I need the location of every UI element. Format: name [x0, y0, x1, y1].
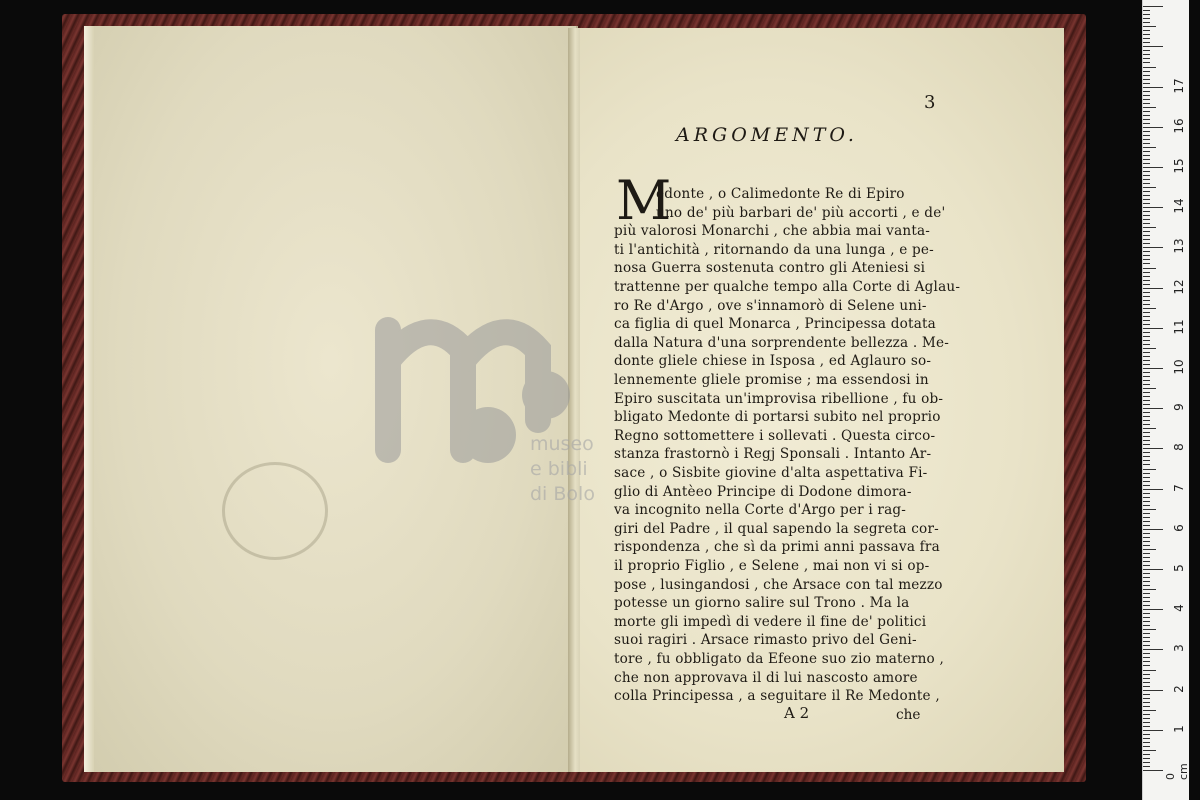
- text-line: potesse un giorno salire sul Trono . Ma la: [614, 595, 910, 612]
- ruler-tick: [1143, 505, 1150, 506]
- ruler-tick: [1143, 653, 1150, 654]
- ruler-tick: [1143, 183, 1150, 184]
- ruler-tick: [1143, 135, 1150, 136]
- ruler-tick: [1143, 464, 1150, 465]
- ruler-tick: [1143, 255, 1150, 256]
- ruler-tick: [1143, 276, 1150, 277]
- signature-mark: A 2: [784, 704, 810, 722]
- ruler-tick: [1143, 392, 1150, 393]
- watermark-line: museo: [530, 433, 594, 455]
- ruler-tick: [1143, 380, 1150, 381]
- ruler-tick: [1143, 83, 1150, 84]
- ruler-tick: [1143, 702, 1150, 703]
- ruler-label: 10: [1172, 359, 1186, 375]
- ruler-tick: [1143, 674, 1150, 675]
- ruler-tick: [1143, 553, 1150, 554]
- drop-cap: M: [616, 169, 672, 232]
- ruler-tick: [1143, 452, 1150, 453]
- ruler-label: 12: [1172, 278, 1186, 295]
- ruler-tick: [1143, 67, 1156, 68]
- ruler-label: 3: [1172, 644, 1186, 653]
- text-line: nosa Guerra sostenuta contro gli Ateniesi si: [614, 260, 926, 277]
- ruler-tick: [1143, 304, 1150, 305]
- ruler-tick: [1143, 107, 1156, 108]
- ruler-tick: [1143, 95, 1150, 96]
- ruler-tick: [1143, 601, 1150, 602]
- ruler-tick: [1143, 272, 1150, 273]
- ruler-tick: [1143, 521, 1150, 522]
- ruler-tick: [1143, 243, 1150, 244]
- ruler-tick: [1143, 215, 1150, 216]
- ruler-tick: [1143, 589, 1156, 590]
- ruler-tick: [1143, 22, 1150, 23]
- ruler-tick: [1143, 131, 1150, 132]
- text-line: che non approvava il di lui nascosto amore: [614, 669, 918, 686]
- ruler-tick: [1143, 513, 1150, 514]
- ruler-tick: [1143, 605, 1150, 606]
- ruler-tick: [1143, 581, 1150, 582]
- ruler-tick: [1143, 541, 1150, 542]
- text-line: il proprio Figlio , e Selene , mai non vi si op-: [614, 558, 930, 574]
- ruler-tick: [1143, 26, 1156, 27]
- ruler-tick: [1143, 251, 1150, 252]
- ruler-tick: [1143, 621, 1150, 622]
- ruler-tick: [1143, 6, 1163, 7]
- ruler-tick: [1143, 356, 1150, 357]
- ruler-tick: [1143, 649, 1163, 650]
- text-line: edonte , o Calimedonte Re di Epiro: [656, 186, 905, 202]
- ruler-tick: [1143, 617, 1150, 618]
- ruler-tick: [1143, 573, 1150, 574]
- ruler-tick: [1143, 481, 1150, 482]
- ruler-tick: [1143, 710, 1156, 711]
- ruler-tick: [1143, 577, 1150, 578]
- ruler-tick: [1143, 657, 1150, 658]
- ruler-tick: [1143, 428, 1156, 429]
- ruler-tick: [1143, 111, 1150, 112]
- ruler-tick: [1143, 501, 1150, 502]
- ruler-tick: [1143, 440, 1150, 441]
- ruler-tick: [1143, 766, 1150, 767]
- ruler-tick: [1143, 284, 1150, 285]
- ruler-tick: [1143, 328, 1163, 329]
- ruler-tick: [1143, 537, 1150, 538]
- text-line: giri del Padre , il qual sapendo la segreta cor-: [614, 520, 939, 537]
- ruler-tick: [1143, 175, 1150, 176]
- ruler-tick: [1143, 690, 1163, 691]
- ruler-tick: [1143, 199, 1150, 200]
- ruler-tick: [1143, 155, 1150, 156]
- ruler-tick: [1143, 300, 1150, 301]
- ruler-tick: [1143, 179, 1150, 180]
- ruler-tick: [1143, 726, 1150, 727]
- ruler-tick: [1143, 714, 1150, 715]
- ruler-tick: [1143, 42, 1150, 43]
- text-line: Epiro suscitata un'improvisa ribellione , fu ob-: [614, 390, 944, 407]
- ruler-tick: [1143, 388, 1156, 389]
- ruler-label: 11: [1172, 319, 1186, 335]
- ruler-tick: [1143, 722, 1150, 723]
- ruler-tick: [1143, 14, 1150, 15]
- ruler-tick: [1143, 368, 1163, 369]
- ruler-tick: [1143, 384, 1150, 385]
- ruler-tick: [1143, 477, 1150, 478]
- ruler-tick: [1143, 119, 1150, 120]
- text-line: morte gli impedì di vedere il fine de' politici: [614, 613, 927, 630]
- ruler-tick: [1143, 30, 1150, 31]
- ruler-label: 2: [1172, 684, 1186, 693]
- text-line: glio di Antèeo Principe di Dodone dimora-: [614, 483, 912, 500]
- ruler-tick: [1143, 147, 1156, 148]
- ruler-tick: [1143, 34, 1150, 35]
- ruler-tick: [1143, 686, 1150, 687]
- ruler-tick: [1143, 469, 1156, 470]
- ruler-tick: [1143, 10, 1150, 11]
- ruler-tick: [1143, 694, 1150, 695]
- ruler-tick: [1143, 332, 1150, 333]
- ruler-tick: [1143, 195, 1150, 196]
- ruler-tick: [1143, 460, 1150, 461]
- ruler-tick: [1143, 682, 1150, 683]
- ruler-label: 16: [1172, 118, 1186, 134]
- ruler-tick: [1143, 448, 1163, 449]
- ruler-tick: [1143, 372, 1150, 373]
- ruler-tick: [1143, 227, 1156, 228]
- ruler-tick: [1143, 497, 1150, 498]
- ruler-tick: [1143, 167, 1163, 168]
- ruler-tick: [1143, 416, 1150, 417]
- ruler-tick: [1143, 348, 1156, 349]
- ruler-tick: [1143, 191, 1150, 192]
- ruler-tick: [1143, 444, 1150, 445]
- ruler-tick: [1143, 665, 1150, 666]
- ruler-tick: [1143, 62, 1150, 63]
- ruler-label: 9: [1172, 403, 1186, 412]
- ruler-label: 6: [1172, 523, 1186, 532]
- text-line: donte gliele chiese in Isposa , ed Aglauro so-: [614, 353, 932, 370]
- ruler-tick: [1143, 641, 1150, 642]
- ruler-tick: [1143, 609, 1163, 610]
- text-line: tore , fu obbligato da Efeone suo zio materno ,: [614, 651, 944, 667]
- ruler-tick: [1143, 123, 1150, 124]
- ruler-tick: [1143, 730, 1163, 731]
- library-stamp-bleed: [222, 462, 328, 560]
- ruler-tick: [1143, 263, 1150, 264]
- ruler-tick: [1143, 585, 1150, 586]
- ruler-tick: [1143, 742, 1150, 743]
- ruler-tick: [1143, 58, 1150, 59]
- ruler-tick: [1143, 324, 1150, 325]
- ruler-tick: [1143, 54, 1150, 55]
- ruler-tick: [1143, 71, 1150, 72]
- ruler-tick: [1143, 316, 1150, 317]
- ruler-tick: [1143, 557, 1150, 558]
- ruler-tick: [1143, 734, 1150, 735]
- ruler-tick: [1143, 420, 1150, 421]
- ruler-tick: [1143, 91, 1150, 92]
- ruler-tick: [1143, 207, 1163, 208]
- ruler-tick: [1143, 412, 1150, 413]
- ruler-tick: [1143, 678, 1150, 679]
- ruler-label: 1: [1172, 724, 1186, 733]
- ruler-tick: [1143, 99, 1150, 100]
- text-line: ca figlia di quel Monarca , Principessa dotata: [614, 316, 936, 333]
- ruler-tick: [1143, 46, 1163, 47]
- text-line: colla Principessa , a seguitare il Re Medonte ,: [614, 688, 940, 705]
- ruler-tick: [1143, 489, 1163, 490]
- text-line: bligato Medonte di portarsi subito nel proprio: [614, 409, 941, 426]
- ruler-tick: [1143, 569, 1163, 570]
- ruler-tick: [1143, 529, 1163, 530]
- ruler-tick: [1143, 432, 1150, 433]
- ruler-tick: [1143, 561, 1150, 562]
- ruler-label: 13: [1172, 238, 1186, 255]
- ruler-tick: [1143, 661, 1150, 662]
- ruler-tick: [1143, 436, 1150, 437]
- ruler-tick: [1143, 139, 1150, 140]
- ruler-tick: [1143, 613, 1150, 614]
- ruler-tick: [1143, 50, 1150, 51]
- text-line: dalla Natura d'una sorprendente bellezza . Me-: [614, 334, 950, 351]
- ruler-tick: [1143, 593, 1150, 594]
- measuring-ruler: [1142, 0, 1189, 800]
- ruler-tick: [1143, 473, 1150, 474]
- ruler-tick: [1143, 633, 1150, 634]
- ruler-label: 15: [1172, 158, 1186, 174]
- ruler-tick: [1143, 127, 1163, 128]
- ruler-tick: [1143, 344, 1150, 345]
- ruler-tick: [1143, 698, 1150, 699]
- ruler-tick: [1143, 312, 1150, 313]
- ruler-tick: [1143, 533, 1150, 534]
- ruler-tick: [1143, 754, 1150, 755]
- ruler-tick: [1143, 718, 1150, 719]
- ruler-tick: [1143, 151, 1150, 152]
- ruler-tick: [1143, 525, 1150, 526]
- ruler-tick: [1143, 738, 1150, 739]
- page-fold: [84, 26, 94, 772]
- ruler-tick: [1143, 163, 1150, 164]
- ruler-tick: [1143, 509, 1156, 510]
- ruler-tick: [1143, 87, 1163, 88]
- ruler-tick: [1143, 645, 1150, 646]
- ruler-tick: [1143, 239, 1150, 240]
- ruler-label: 4: [1172, 604, 1186, 613]
- ruler-tick: [1143, 549, 1156, 550]
- text-line: lennemente gliele promise ; ma essendosi in: [614, 372, 929, 388]
- ruler-tick: [1143, 770, 1163, 771]
- ruler-tick: [1143, 159, 1150, 160]
- ruler-tick: [1143, 79, 1150, 80]
- page-number: 3: [924, 92, 936, 113]
- ruler-tick: [1143, 670, 1156, 671]
- ruler-tick: [1143, 629, 1156, 630]
- ruler-tick: [1143, 203, 1150, 204]
- ruler-tick: [1143, 268, 1156, 269]
- catchword: che: [896, 707, 921, 723]
- text-line: uno de' più barbari de' più accorti , e de': [656, 204, 946, 221]
- ruler-tick: [1143, 493, 1150, 494]
- ruler-tick: [1143, 231, 1150, 232]
- ruler-tick: [1143, 545, 1150, 546]
- ruler-tick: [1143, 517, 1150, 518]
- ruler-tick: [1143, 211, 1150, 212]
- section-title: ARGOMENTO.: [676, 124, 858, 146]
- text-line: rispondenza , che sì da primi anni passava fra: [614, 539, 940, 556]
- ruler-tick: [1143, 320, 1150, 321]
- ruler-label: 17: [1172, 77, 1186, 94]
- ruler-tick: [1143, 565, 1150, 566]
- ruler-tick: [1143, 296, 1150, 297]
- text-line: Regno sottomettere i sollevati . Questa circo-: [614, 427, 936, 444]
- watermark-text: [530, 432, 595, 507]
- ruler-tick: [1143, 625, 1150, 626]
- text-line: ro Re d'Argo , ove s'innamorò di Selene uni-: [614, 297, 927, 314]
- ruler-tick: [1143, 235, 1150, 236]
- ruler-tick: [1143, 38, 1150, 39]
- ruler-tick: [1143, 485, 1150, 486]
- ruler-tick: [1143, 424, 1150, 425]
- ruler-tick: [1143, 762, 1150, 763]
- ruler-label: 8: [1172, 443, 1186, 452]
- text-line: pose , lusingandosi , che Arsace con tal mezzo: [614, 576, 943, 593]
- ruler-tick: [1143, 400, 1150, 401]
- ruler-tick: [1143, 746, 1150, 747]
- ruler-label: 7: [1172, 483, 1186, 492]
- watermark-line: di Bolo: [530, 483, 595, 505]
- ruler-tick: [1143, 408, 1163, 409]
- ruler-tick: [1143, 364, 1150, 365]
- ruler-tick: [1143, 456, 1150, 457]
- ruler-tick: [1143, 247, 1163, 248]
- ruler-tick: [1143, 352, 1150, 353]
- ruler-tick: [1143, 75, 1150, 76]
- ruler-tick: [1143, 292, 1150, 293]
- ruler-tick: [1143, 18, 1150, 19]
- text-line: ti l'antichità , ritornando da una lunga , e pe-: [614, 241, 934, 258]
- ruler-tick: [1143, 597, 1150, 598]
- ruler-label: 14: [1172, 198, 1186, 214]
- text-line: trattenne per qualche tempo alla Corte di Aglau-: [614, 279, 961, 295]
- ruler-tick: [1143, 308, 1156, 309]
- ruler-tick: [1143, 219, 1150, 220]
- ruler-tick: [1143, 336, 1150, 337]
- ruler-tick: [1143, 143, 1150, 144]
- ruler-tick: [1143, 103, 1150, 104]
- ruler-tick: [1143, 187, 1156, 188]
- watermark-line: e bibli: [530, 458, 588, 480]
- ruler-tick: [1143, 376, 1150, 377]
- ruler-tick: [1143, 223, 1150, 224]
- text-line: va incognito nella Corte d'Argo per i rag-: [614, 502, 907, 519]
- ruler-tick: [1143, 758, 1150, 759]
- ruler-tick: [1143, 706, 1150, 707]
- ruler-tick: [1143, 750, 1156, 751]
- text-line: stanza frastornò i Regj Sponsali . Intanto Ar-: [614, 446, 932, 463]
- ruler-tick: [1143, 396, 1150, 397]
- text-line: sace , o Sisbite giovine d'alta aspettativa Fi-: [614, 465, 928, 481]
- ruler-tick: [1143, 404, 1150, 405]
- ruler-tick: [1143, 280, 1150, 281]
- text-line: suoi ragiri . Arsace rimasto privo del Geni-: [614, 632, 917, 649]
- ruler-tick: [1143, 288, 1163, 289]
- ruler-tick: [1143, 340, 1150, 341]
- ruler-tick: [1143, 115, 1150, 116]
- ruler-tick: [1143, 259, 1150, 260]
- text-line: più valorosi Monarchi , che abbia mai vanta-: [614, 223, 931, 240]
- ruler-tick: [1143, 637, 1150, 638]
- ruler-unit: 0 cm: [1164, 763, 1190, 780]
- ruler-tick: [1143, 360, 1150, 361]
- ruler-label: 5: [1172, 564, 1186, 572]
- ruler-tick: [1143, 171, 1150, 172]
